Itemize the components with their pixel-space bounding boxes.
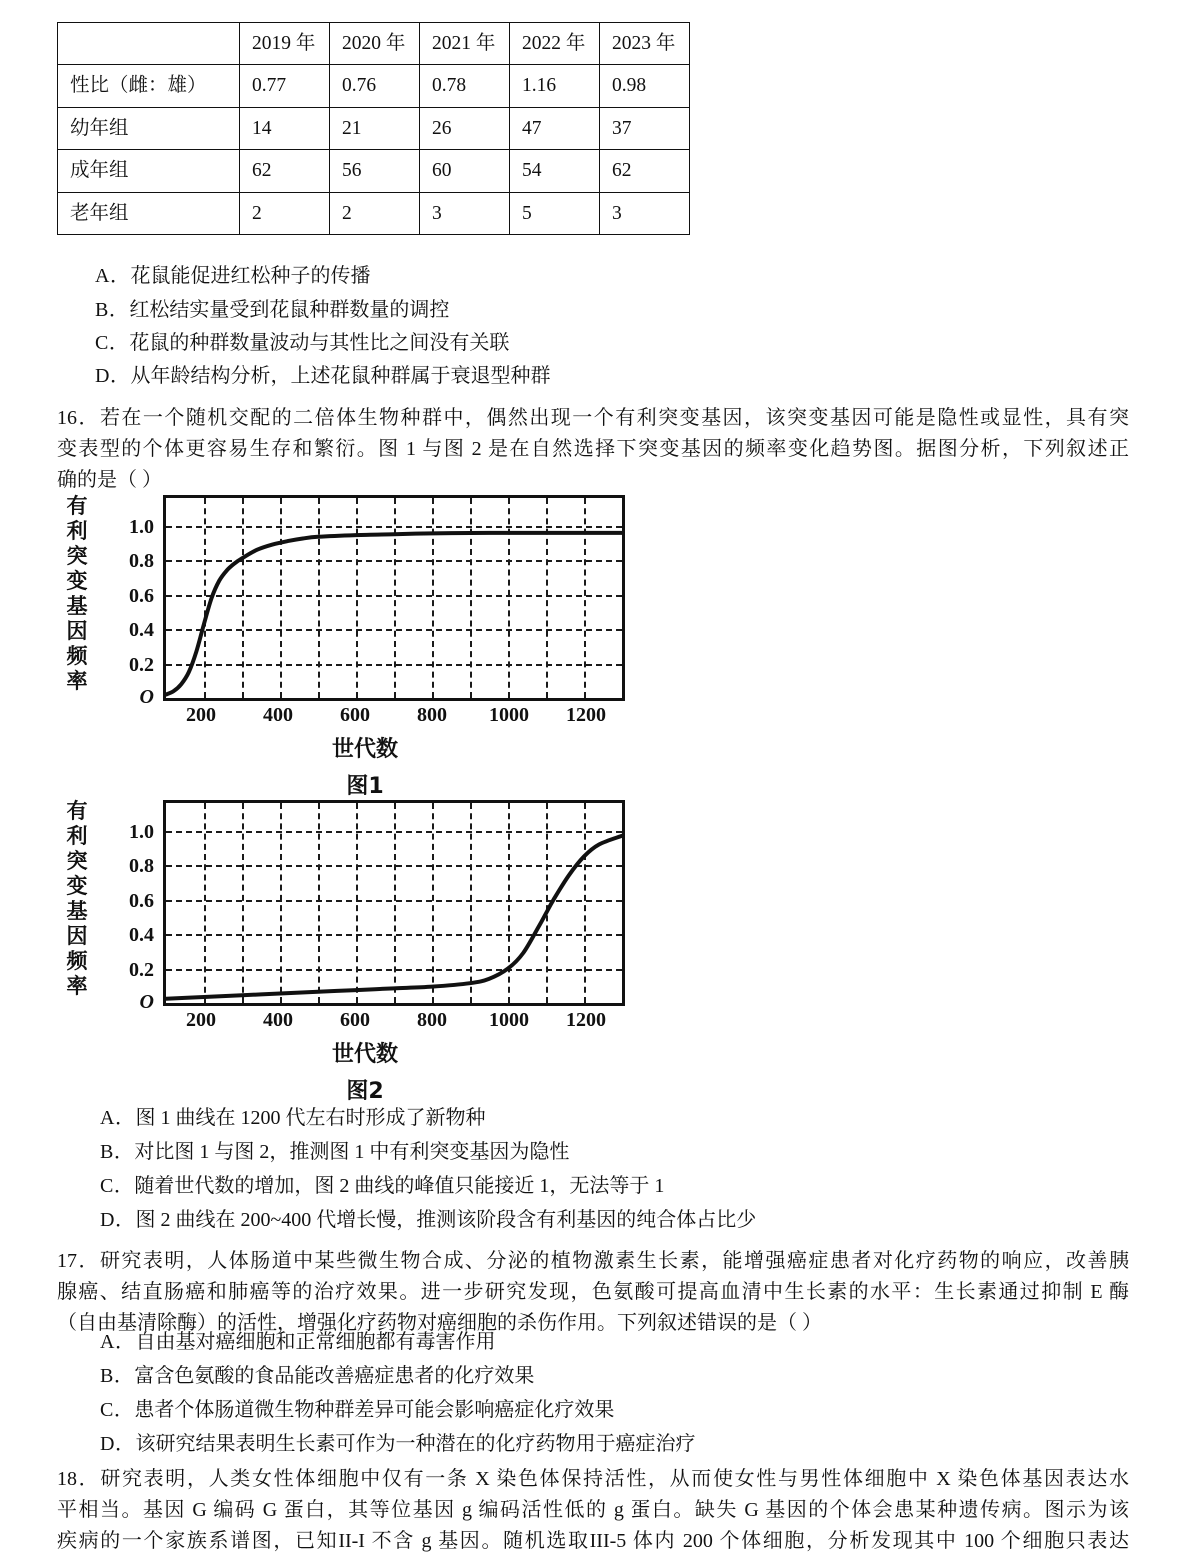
q16-option-b-label: B．: [100, 1141, 135, 1163]
table-header-cell-2020: 2020 年: [330, 23, 420, 65]
ylabel-char: 基: [66, 899, 88, 923]
figure-1-plot-area: [163, 495, 625, 701]
q18-stem-line-2: 平相当。基因 G 编码 G 蛋白，其等位基因 g 编码活性低的 g 蛋白。缺失 G 基因的个体会患某种遗传病。图示为该: [57, 1499, 1129, 1521]
figure-2-xtick-1000: 1000: [489, 1009, 529, 1031]
q15-option-a-text: 花鼠能促进红松种子的传播: [130, 265, 371, 287]
table-cell: 62: [600, 150, 690, 192]
figure-2-origin-label: O: [139, 991, 154, 1013]
figure-1-ytick-0.4: 0.4: [129, 619, 154, 641]
ylabel-char: 率: [66, 974, 88, 998]
figure-2-ytick-0.8: 0.8: [129, 855, 154, 877]
figure-1-x-axis-label: 世代数: [331, 737, 398, 762]
figure-1-xtick-400: 400: [263, 704, 293, 726]
q15-option-b-label: B．: [95, 299, 130, 321]
table-header-row: [58, 23, 690, 65]
ylabel-char: 突: [66, 849, 88, 873]
table-cell: 56: [330, 150, 420, 192]
table-cell: 0.98: [600, 65, 690, 107]
table-cell: 1.16: [510, 65, 600, 107]
q17-stem-line-2: 腺癌、结直肠癌和肺癌等的治疗效果。进一步研究发现，色氨酸可提高血清中生长素的水平：生长素通过抑制 E 酶: [57, 1281, 1129, 1303]
table-cell: 0.76: [330, 65, 420, 107]
table-cell: 54: [510, 150, 600, 192]
q15-option-c-text: 花鼠的种群数量波动与其性比之间没有关联: [129, 332, 510, 354]
q16-stem-line-2: 变表型的个体更容易生存和繁衍。图 1 与图 2 是在自然选择下突变基因的频率变化趋势图。据图分析，下列叙述正: [57, 438, 1129, 460]
table-cell: 2: [330, 192, 420, 234]
q18-stem-line-3: 疾病的一个家族系谱图，已知II-I 不含 g 基因。随机选取III-5 体内 200 个体细胞，分析发现其中 100 个细胞只表达: [57, 1530, 1129, 1552]
figure-2-ytick-0.6: 0.6: [129, 890, 154, 912]
table-row-label: 性比（雌：雄）: [58, 65, 240, 107]
figure-1: [62, 492, 662, 799]
table-cell: 2: [240, 192, 330, 234]
table-header-cell-blank: [58, 23, 240, 65]
figure-1-curve: [166, 498, 625, 701]
figure-2-xtick-200: 200: [186, 1009, 216, 1031]
q17-option-a: [100, 1332, 495, 1352]
figure-1-ytick-0.8: 0.8: [129, 550, 154, 572]
ylabel-char: 因: [66, 924, 88, 948]
q17-stem-line-1: 17．研究表明，人体肠道中某些微生物合成、分泌的植物激素生长素，能增强癌症患者对化疗药物的响应，改善胰: [57, 1250, 1129, 1272]
table-header-cell-2019: 2019 年: [240, 23, 330, 65]
table-row-label: 幼年组: [58, 107, 240, 149]
table-header-cell-2022: 2022 年: [510, 23, 600, 65]
q15-option-d: [95, 366, 550, 386]
table-cell: 37: [600, 107, 690, 149]
ylabel-char: 突: [66, 544, 88, 568]
q16-option-b: [100, 1142, 569, 1162]
table-header-cell-2023: 2023 年: [600, 23, 690, 65]
figure-2-xtick-600: 600: [340, 1009, 370, 1031]
table-cell: 5: [510, 192, 600, 234]
figure-1-ytick-0.6: 0.6: [129, 585, 154, 607]
ylabel-char: 变: [66, 569, 88, 593]
table-cell: 60: [420, 150, 510, 192]
figure-1-y-axis-label: [64, 494, 90, 694]
q16-option-b-text: 对比图 1 与图 2，推测图 1 中有利突变基因为隐性: [134, 1141, 570, 1163]
figure-1-ytick-1.0: 1.0: [129, 516, 154, 538]
q15-option-a-label: A．: [95, 265, 131, 287]
figure-2: [62, 797, 662, 1104]
q16-stem-line-1: 16．若在一个随机交配的二倍体生物种群中，偶然出现一个有利突变基因，该突变基因可能是隐性或显性，具有突: [57, 407, 1129, 429]
table-row-label: 老年组: [58, 192, 240, 234]
q16-option-c: [100, 1176, 664, 1196]
q15-option-b-text: 红松结实量受到花鼠种群数量的调控: [129, 299, 450, 321]
curve-path: [166, 533, 622, 695]
figure-2-ytick-1.0: 1.0: [129, 821, 154, 843]
figure-1-xtick-800: 800: [417, 704, 447, 726]
q17-option-d-text: 该研究结果表明生长素可作为一种潜在的化疗药物用于癌症治疗: [135, 1433, 696, 1455]
ylabel-char: 频: [66, 949, 88, 973]
table-cell: 0.77: [240, 65, 330, 107]
figure-2-caption: 图2: [346, 1079, 384, 1104]
q16-option-d-text: 图 2 曲线在 200~400 代增长慢，推测该阶段含有利基因的纯合体占比少: [135, 1209, 757, 1231]
q16-option-d: [100, 1210, 756, 1230]
q16-stem-line-3: 确的是（ ）: [57, 469, 162, 491]
q17-option-c-label: C．: [100, 1399, 135, 1421]
table-row-label: 成年组: [58, 150, 240, 192]
q18-stem-line-1: 18．研究表明，人类女性体细胞中仅有一条 X 染色体保持活性，从而使女性与男性体细胞中 X 染色体基因表达水: [57, 1468, 1129, 1490]
table-cell: 26: [420, 107, 510, 149]
q16-option-a: [100, 1108, 485, 1128]
table-cell: 47: [510, 107, 600, 149]
q17-stem-line-3: （自由基清除酶）的活性，增强化疗药物对癌细胞的杀伤作用。下列叙述错误的是（ ）: [57, 1312, 822, 1334]
table-header-cell-2021: 2021 年: [420, 23, 510, 65]
table-row: [58, 192, 690, 234]
figure-2-xtick-1200: 1200: [566, 1009, 606, 1031]
ylabel-char: 基: [66, 594, 88, 618]
table-row: [58, 107, 690, 149]
figure-1-xtick-600: 600: [340, 704, 370, 726]
population-data-table: [57, 22, 690, 235]
q17-option-b-label: B．: [100, 1365, 135, 1387]
table-row: [58, 150, 690, 192]
ylabel-char: 利: [66, 519, 88, 543]
q16-option-c-text: 随着世代数的增加，图 2 曲线的峰值只能接近 1，无法等于 1: [134, 1175, 665, 1197]
table-cell: 21: [330, 107, 420, 149]
figure-1-ytick-0.2: 0.2: [129, 654, 154, 676]
q17-option-a-text: 自由基对癌细胞和正常细胞都有毒害作用: [135, 1331, 496, 1353]
figure-1-caption: 图1: [346, 774, 384, 799]
figure-1-xtick-1000: 1000: [489, 704, 529, 726]
figure-2-curve: [166, 803, 625, 1006]
ylabel-char: 因: [66, 619, 88, 643]
figure-2-ytick-0.2: 0.2: [129, 959, 154, 981]
figure-1-xtick-200: 200: [186, 704, 216, 726]
q17-option-c: [100, 1400, 614, 1420]
ylabel-char: 利: [66, 824, 88, 848]
q17-option-c-text: 患者个体肠道微生物种群差异可能会影响癌症化疗效果: [134, 1399, 615, 1421]
q18-stem: [57, 1464, 1129, 1557]
figure-2-y-axis-label: [64, 799, 90, 999]
table-cell: 0.78: [420, 65, 510, 107]
table-cell: 62: [240, 150, 330, 192]
ylabel-char: 变: [66, 874, 88, 898]
q15-option-c: [95, 333, 509, 353]
q16-stem: [57, 403, 1129, 496]
q16-option-a-text: 图 1 曲线在 1200 代左右时形成了新物种: [135, 1107, 486, 1129]
q17-stem: [57, 1246, 1129, 1339]
ylabel-char: 频: [66, 644, 88, 668]
figure-1-origin-label: O: [139, 686, 154, 708]
table-row: [58, 65, 690, 107]
q17-option-d: [100, 1434, 695, 1454]
q16-option-a-label: A．: [100, 1107, 136, 1129]
q15-option-b: [95, 300, 449, 320]
table-cell: 3: [420, 192, 510, 234]
curve-path: [166, 836, 622, 999]
q16-option-d-label: D．: [100, 1209, 136, 1231]
q15-option-a: [95, 266, 370, 286]
figure-2-x-axis-label: 世代数: [331, 1042, 398, 1067]
table-cell: 14: [240, 107, 330, 149]
q17-option-b-text: 富含色氨酸的食品能改善癌症患者的化疗效果: [134, 1365, 535, 1387]
figure-1-xtick-1200: 1200: [566, 704, 606, 726]
q17-option-d-label: D．: [100, 1433, 136, 1455]
q17-option-b: [100, 1366, 534, 1386]
q15-option-d-label: D．: [95, 365, 131, 387]
q16-option-c-label: C．: [100, 1175, 135, 1197]
figure-2-ytick-0.4: 0.4: [129, 924, 154, 946]
figure-2-plot-area: [163, 800, 625, 1006]
ylabel-char: 有: [66, 494, 88, 518]
table-cell: 3: [600, 192, 690, 234]
ylabel-char: 有: [66, 799, 88, 823]
figure-2-xtick-400: 400: [263, 1009, 293, 1031]
figure-2-xtick-800: 800: [417, 1009, 447, 1031]
q15-option-c-label: C．: [95, 332, 130, 354]
ylabel-char: 率: [66, 669, 88, 693]
q15-option-d-text: 从年龄结构分析，上述花鼠种群属于衰退型种群: [130, 365, 551, 387]
q17-option-a-label: A．: [100, 1331, 136, 1353]
